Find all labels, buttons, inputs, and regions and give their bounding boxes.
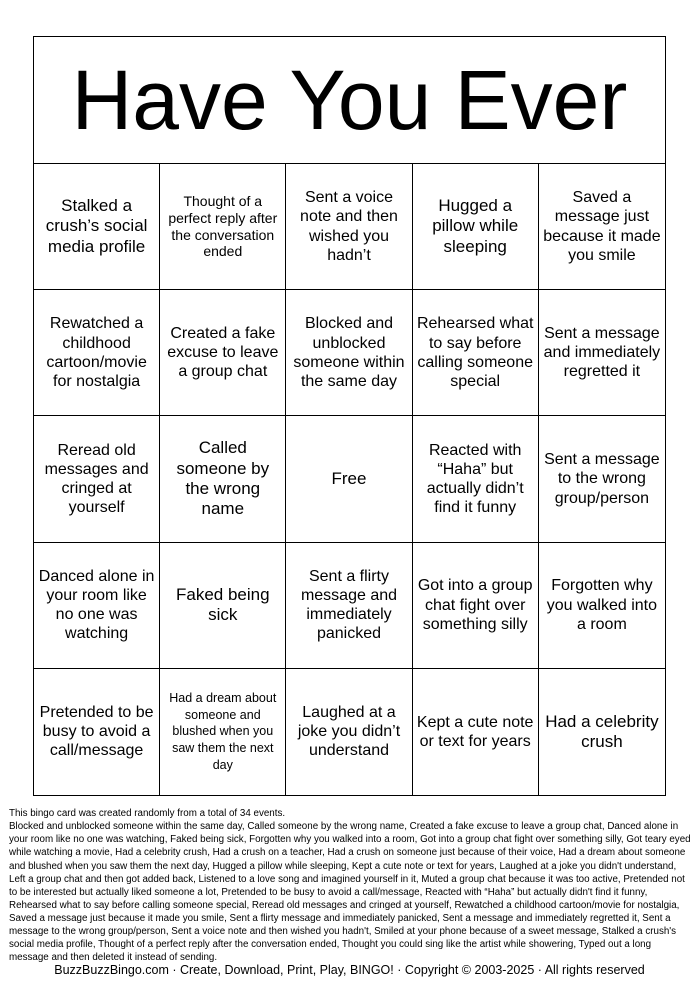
- bingo-cell: Saved a message just because it made you smile: [539, 164, 665, 290]
- bingo-cell: Forgotten why you walked into a room: [539, 543, 665, 669]
- bingo-cell: Pretended to be busy to avoid a call/message: [34, 669, 160, 795]
- bingo-cell: Sent a flirty message and immediately panicked: [286, 543, 412, 669]
- events-list: Blocked and unblocked someone within the same day, Called someone by the wrong name, Created a fake excuse to leave a group chat, Danced alone in your room like no one was watching, Faked being sick, Forgotten why you walked into a room, Got into a group chat fight over something silly, Got teary eyed while watching a movie, Had a celebrity crush, Had a crush on a teacher, Had a crush on someone just because of their voice, Had a dream about someone and blushed when you saw them the next day, Hugged a pillow while sleeping, Kept a cute note or text for years, Laughed at a joke you didn't understand, Left a group chat and then got added back, Listened to a love song and imagined yourself in it, Muted a group chat because it was too active, Pretended not to be interested but actually liked someone a lot, Pretended to be busy to avoid a call/message, Reacted with “Haha” but actually didn't find it funny, Rehearsed what to say before calling someone special, Reread old messages and cringed at yourself, Rewatched a childhood cartoon/movie for nostalgia, Saved a message just because it made you smile, Sent a flirty message and immediately panicked, Sent a message and immediately regretted it, Sent a message to the wrong group/person, Sent a voice note and then wished you hadn't, Smiled at your phone because of a sweet message, Stalked a crush's social media profile, Thought of a perfect reply after the conversation ended, Thought you could sing like the artist while showering, Typed out a long message and then deleted it instead of sending.: [9, 821, 691, 964]
- bingo-cell: Got into a group chat fight over something silly: [413, 543, 539, 669]
- bingo-cell: Reread old messages and cringed at yourself: [34, 416, 160, 542]
- bingo-cell: Faked being sick: [160, 543, 286, 669]
- bingo-cell: Called someone by the wrong name: [160, 416, 286, 542]
- bingo-cell: Danced alone in your room like no one was watching: [34, 543, 160, 669]
- bingo-cell: Kept a cute note or text for years: [413, 669, 539, 795]
- bingo-cell: Hugged a pillow while sleeping: [413, 164, 539, 290]
- bingo-cell: Rewatched a childhood cartoon/movie for nostalgia: [34, 290, 160, 416]
- bingo-card: [33, 36, 666, 796]
- bingo-cell-free: Free: [286, 416, 412, 542]
- bingo-cell: Sent a voice note and then wished you hadn’t: [286, 164, 412, 290]
- bingo-cell: Reacted with “Haha” but actually didn’t find it funny: [413, 416, 539, 542]
- bingo-cell: Had a celebrity crush: [545, 711, 659, 751]
- bingo-cell: Rehearsed what to say before calling someone special: [413, 290, 539, 416]
- card-info: [9, 807, 691, 965]
- event-count-note: This bingo card was created randomly from a total of 34 events.: [9, 808, 286, 819]
- bingo-cell: Thought of a perfect reply after the conversation ended: [160, 164, 286, 290]
- bingo-grid: [34, 164, 665, 795]
- bingo-cell: Laughed at a joke you didn’t understand: [286, 669, 412, 795]
- bingo-cell: Stalked a crush’s social media profile: [34, 164, 160, 290]
- bingo-cell: Created a fake excuse to leave a group chat: [160, 290, 286, 416]
- bingo-cell: Sent a message and immediately regretted it: [539, 290, 665, 416]
- bingo-cell: Had a dream about someone and blushed when you saw them the next day: [160, 669, 286, 795]
- footer: BuzzBuzzBingo.com · Create, Download, Print, Play, BINGO! · Copyright © 2003-2025 · All rights reserved: [54, 963, 645, 977]
- bingo-cell: Blocked and unblocked someone within the same day: [286, 290, 412, 416]
- card-title: Have You Ever: [34, 37, 665, 164]
- bingo-cell: Sent a message to the wrong group/person: [539, 416, 665, 542]
